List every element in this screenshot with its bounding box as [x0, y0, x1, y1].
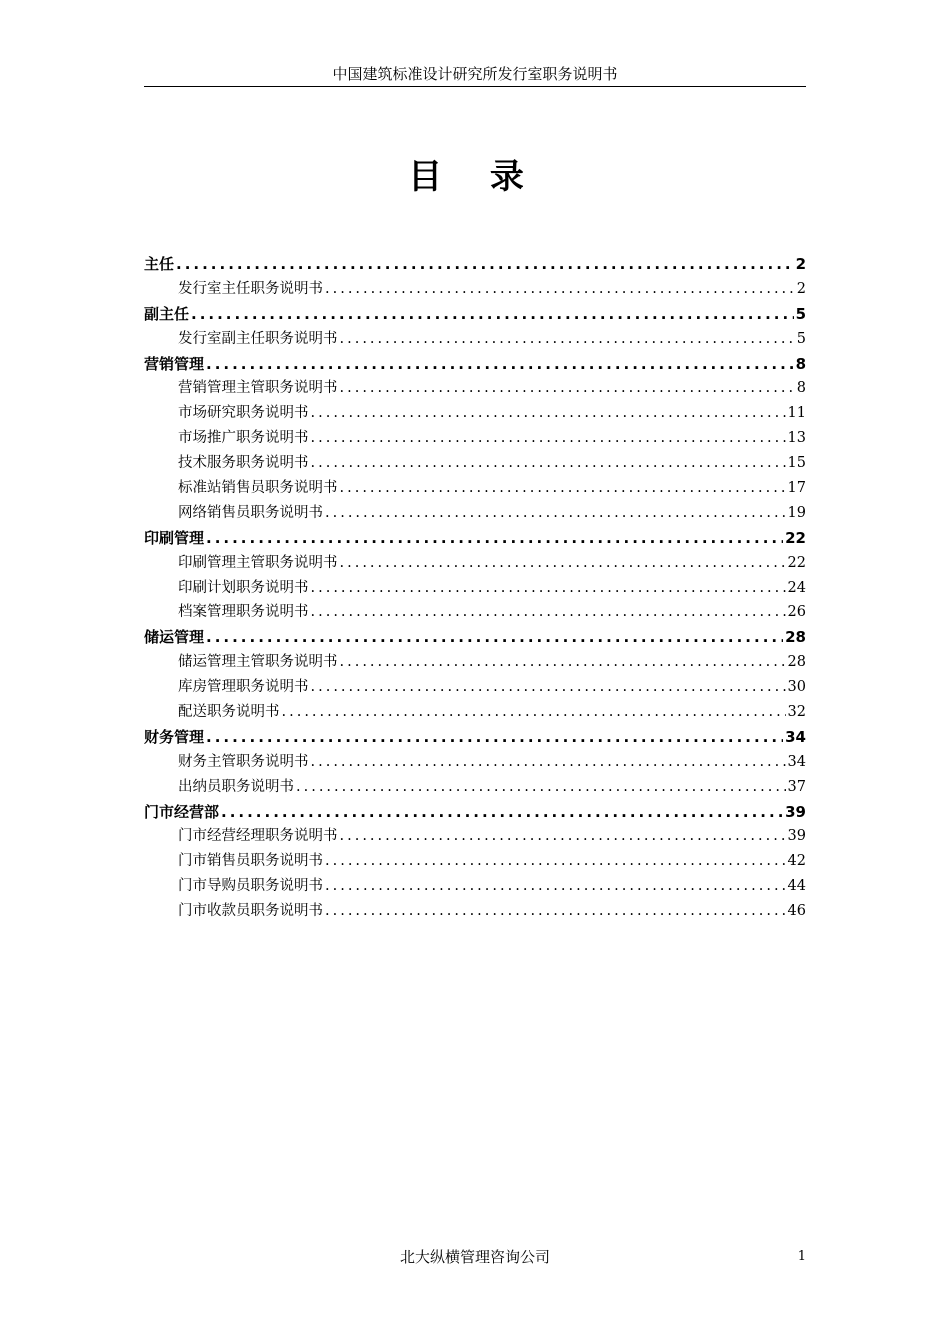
- toc-entry-label: 门市经营部: [144, 802, 220, 821]
- toc-entry-page: 15: [787, 455, 806, 472]
- toc-subsection-entry[interactable]: [144, 476, 806, 501]
- toc-dot-leader: [309, 401, 786, 426]
- toc-entry-label: 印刷管理主管职务说明书: [178, 554, 338, 571]
- toc-entry-page: 8: [796, 380, 806, 397]
- toc-title: 目 录: [408, 157, 542, 197]
- toc-dot-leader: [338, 650, 786, 675]
- toc-entry-label: 门市经营经理职务说明书: [178, 828, 338, 845]
- toc-entry-label: 财务管理: [144, 727, 205, 746]
- toc-entry-page: 46: [787, 903, 806, 920]
- toc-subsection-entry[interactable]: [144, 874, 806, 899]
- toc-subsection-entry[interactable]: [144, 576, 806, 601]
- toc-dot-leader: [219, 800, 783, 825]
- toc-subsection-entry[interactable]: [144, 327, 806, 352]
- toc-entry-label: 发行室主任职务说明书: [178, 280, 323, 297]
- toc-entry-page: 22: [785, 528, 806, 547]
- toc-entry-label: 印刷计划职务说明书: [178, 579, 309, 596]
- toc-dot-leader: [338, 376, 795, 401]
- toc-entry-page: 34: [785, 727, 806, 746]
- toc-entry-label: 市场研究职务说明书: [178, 405, 309, 422]
- toc-dot-leader: [204, 625, 783, 650]
- toc-dot-leader: [309, 451, 786, 476]
- toc-entry-page: 26: [787, 604, 806, 621]
- toc-dot-leader: [323, 874, 786, 899]
- toc-entry-label: 发行室副主任职务说明书: [178, 330, 338, 347]
- toc-dot-leader: [309, 426, 786, 451]
- toc-entry-page: 22: [787, 554, 806, 571]
- toc-entry-label: 主任: [144, 255, 175, 273]
- toc-entry-label: 市场推广职务说明书: [178, 430, 309, 447]
- toc-subsection-entry[interactable]: [144, 600, 806, 625]
- toc-section-entry[interactable]: [144, 252, 806, 277]
- toc-subsection-entry[interactable]: [144, 824, 806, 849]
- toc-entry-page: 39: [785, 802, 806, 821]
- toc-entry-label: 网络销售员职务说明书: [178, 504, 323, 521]
- toc-entry-label: 储运管理: [144, 628, 205, 647]
- toc-entry-page: 28: [787, 654, 806, 671]
- toc-entry-page: 39: [787, 828, 806, 845]
- toc-dot-leader: [338, 476, 786, 501]
- toc-subsection-entry[interactable]: [144, 551, 806, 576]
- toc-entry-page: 34: [787, 753, 806, 770]
- toc-subsection-entry[interactable]: [144, 401, 806, 426]
- toc-entry-label: 出纳员职务说明书: [178, 778, 294, 795]
- toc-entry-page: 2: [796, 280, 806, 297]
- toc-section-entry[interactable]: [144, 352, 806, 377]
- toc-entry-page: 19: [787, 504, 806, 521]
- toc-dot-leader: [338, 327, 795, 352]
- toc-dot-leader: [309, 675, 786, 700]
- toc-subsection-entry[interactable]: [144, 675, 806, 700]
- toc-dot-leader: [204, 352, 794, 377]
- toc-entry-page: 24: [787, 579, 806, 596]
- toc-subsection-entry[interactable]: [144, 700, 806, 725]
- toc-entry-page: 5: [796, 330, 806, 347]
- toc-entry-label: 门市收款员职务说明书: [178, 903, 323, 920]
- toc-entry-label: 技术服务职务说明书: [178, 455, 309, 472]
- toc-dot-leader: [309, 750, 786, 775]
- toc-subsection-entry[interactable]: [144, 426, 806, 451]
- toc-dot-leader: [323, 899, 786, 924]
- toc-entry-page: 30: [787, 679, 806, 696]
- toc-dot-leader: [323, 849, 786, 874]
- toc-entry-label: 副主任: [144, 304, 190, 323]
- toc-entry-page: 28: [785, 628, 806, 647]
- table-of-contents: [144, 252, 806, 924]
- toc-entry-page: 8: [795, 354, 806, 373]
- toc-dot-leader: [174, 252, 794, 277]
- toc-subsection-entry[interactable]: [144, 650, 806, 675]
- toc-dot-leader: [280, 700, 786, 725]
- toc-entry-label: 门市导购员职务说明书: [178, 878, 323, 895]
- toc-subsection-entry[interactable]: [144, 750, 806, 775]
- toc-subsection-entry[interactable]: [144, 277, 806, 302]
- toc-section-entry[interactable]: [144, 725, 806, 750]
- toc-entry-label: 档案管理职务说明书: [178, 604, 309, 621]
- toc-entry-label: 门市销售员职务说明书: [178, 853, 323, 870]
- toc-subsection-entry[interactable]: [144, 849, 806, 874]
- toc-entry-page: 32: [787, 704, 806, 721]
- toc-entry-page: 37: [787, 778, 806, 795]
- toc-section-entry[interactable]: [144, 526, 806, 551]
- toc-dot-leader: [189, 302, 794, 327]
- toc-subsection-entry[interactable]: [144, 451, 806, 476]
- toc-dot-leader: [204, 725, 783, 750]
- toc-entry-page: 5: [795, 304, 806, 323]
- toc-dot-leader: [294, 775, 786, 800]
- toc-entry-label: 库房管理职务说明书: [178, 679, 309, 696]
- footer-company: 北大纵横管理咨询公司: [399, 1248, 550, 1266]
- toc-section-entry[interactable]: [144, 625, 806, 650]
- toc-section-entry[interactable]: [144, 302, 806, 327]
- toc-dot-leader: [338, 551, 786, 576]
- toc-entry-page: 11: [787, 405, 806, 422]
- toc-dot-leader: [204, 526, 783, 551]
- footer-page-number: 1: [797, 1249, 806, 1264]
- toc-entry-label: 标准站销售员职务说明书: [178, 480, 338, 497]
- toc-section-entry[interactable]: [144, 800, 806, 825]
- toc-entry-page: 44: [787, 878, 806, 895]
- toc-dot-leader: [309, 576, 786, 601]
- toc-entry-label: 财务主管职务说明书: [178, 753, 309, 770]
- toc-subsection-entry[interactable]: [144, 899, 806, 924]
- toc-dot-leader: [323, 277, 795, 302]
- toc-entry-page: 13: [787, 430, 806, 447]
- toc-entry-page: 2: [795, 255, 806, 273]
- toc-entry-label: 营销管理主管职务说明书: [178, 380, 338, 397]
- toc-dot-leader: [309, 600, 786, 625]
- toc-entry-label: 配送职务说明书: [178, 704, 280, 721]
- toc-entry-label: 储运管理主管职务说明书: [178, 654, 338, 671]
- toc-dot-leader: [338, 824, 786, 849]
- toc-subsection-entry[interactable]: [144, 501, 806, 526]
- page-header: 中国建筑标准设计研究所发行室职务说明书: [144, 62, 806, 87]
- toc-subsection-entry[interactable]: [144, 376, 806, 401]
- toc-dot-leader: [323, 501, 786, 526]
- toc-subsection-entry[interactable]: [144, 775, 806, 800]
- toc-entry-label: 印刷管理: [144, 528, 205, 547]
- toc-entry-label: 营销管理: [144, 354, 205, 373]
- toc-entry-page: 42: [787, 853, 806, 870]
- toc-entry-page: 17: [787, 480, 806, 497]
